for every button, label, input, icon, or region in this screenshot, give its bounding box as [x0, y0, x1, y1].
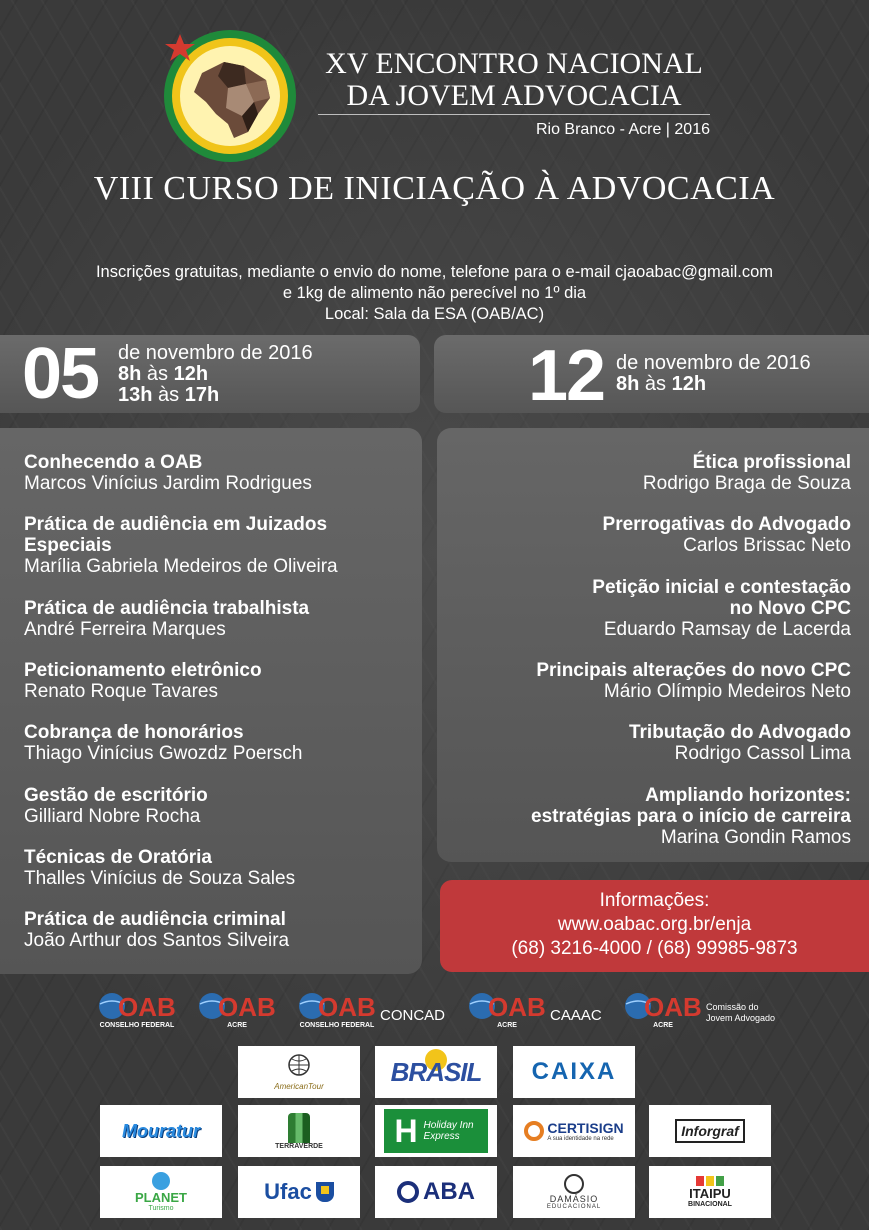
session-item: [441, 577, 851, 640]
oab-globe-icon: [98, 992, 176, 1020]
oab-caption: ACRE: [227, 1022, 247, 1029]
session-item: [441, 785, 851, 848]
aba-logo: ABA: [375, 1166, 497, 1218]
ufac-logo: Ufac: [238, 1166, 360, 1218]
day2-number: 12: [528, 336, 605, 416]
session-speaker: João Arthur dos Santos Silveira: [24, 930, 290, 951]
tree-icon: [288, 1113, 310, 1143]
day1-time2: 13h às 17h: [118, 384, 220, 406]
session-title: Prática de audiência criminal: [24, 909, 286, 930]
oab-caption: CONSELHO FEDERAL: [99, 1022, 175, 1029]
oab-globe-icon: [198, 992, 276, 1020]
day1-date: de novembro de 2016: [118, 342, 313, 364]
session-item: [441, 660, 851, 702]
event-title-line1: XV ENCONTRO NACIONAL: [325, 47, 703, 80]
session-speaker: Thiago Vinícius Gwozdz Poersch: [24, 743, 303, 764]
session-item: [441, 452, 851, 494]
session-item: [24, 452, 416, 494]
session-speaker: Mário Olímpio Medeiros Neto: [603, 681, 851, 702]
day2-date: de novembro de 2016: [616, 352, 811, 374]
caixa-logo: CAIXA: [513, 1046, 635, 1098]
session-item: [441, 514, 851, 556]
holiday-inn-h-icon: H: [394, 1113, 418, 1149]
oab-federal-logo: [98, 992, 178, 1036]
oab-jovem-advogado-logo: [624, 992, 784, 1036]
session-item: [24, 909, 416, 951]
session-item: [24, 514, 416, 577]
event-title: [318, 48, 710, 112]
session-speaker: Rodrigo Braga de Souza: [642, 473, 851, 494]
session-title: Cobrança de honorários: [24, 722, 244, 743]
ufac-shield-icon: [316, 1182, 334, 1202]
aba-ring-icon: [397, 1181, 419, 1203]
session-item: [24, 722, 416, 764]
session-title: Técnicas de Oratória: [24, 847, 212, 868]
svg-text:OAB: OAB: [644, 992, 702, 1020]
day1-sessions-panel: [0, 428, 422, 974]
mouratur-logo: Mouratur: [100, 1105, 222, 1157]
inforgraf-logo: Inforgraf: [649, 1105, 771, 1157]
planet-globe-icon: [152, 1172, 170, 1190]
day1-schedule: [118, 343, 313, 406]
americantour-logo: AmericanTour: [238, 1046, 360, 1098]
oab-caption: ACRE: [653, 1022, 673, 1029]
oab-globe-icon: [468, 992, 546, 1020]
registration-line2: e 1kg de alimento não perecível no 1º dia: [282, 284, 587, 302]
day1-time1: 8h às 12h: [118, 363, 209, 385]
day2-schedule: [616, 353, 811, 395]
caaac-label: CAAAC: [550, 1007, 602, 1024]
event-subtitle: Rio Branco - Acre | 2016: [535, 121, 710, 138]
globe-icon: [287, 1053, 311, 1077]
session-title: Prerrogativas do Advogado: [602, 514, 851, 535]
session-speaker: Gilliard Nobre Rocha: [24, 806, 201, 827]
svg-text:OAB: OAB: [488, 992, 546, 1020]
session-title: Gestão de escritório: [24, 785, 208, 806]
jovem-advogado-label: Comissão do Jovem Advogado: [706, 1002, 776, 1023]
event-title-line2: DA JOVEM ADVOCACIA: [346, 79, 682, 112]
day2-time1: 8h às 12h: [616, 373, 707, 395]
planet-turismo-logo: PLANET Turismo: [100, 1166, 222, 1218]
svg-text:OAB: OAB: [318, 992, 376, 1020]
certisign-flower-icon: [524, 1121, 544, 1141]
oab-acre-logo: [198, 992, 278, 1036]
oab-caaac-logo: [468, 992, 618, 1036]
registration-location: Local: Sala da ESA (OAB/AC): [324, 305, 545, 323]
session-title: Principais alterações do novo CPC: [536, 660, 851, 681]
oab-globe-icon: [298, 992, 376, 1020]
oab-globe-icon: [624, 992, 702, 1020]
itaipu-blocks-icon: [688, 1176, 732, 1186]
damasio-emblem-icon: [564, 1174, 584, 1194]
registration-line1: Inscrições gratuitas, mediante o envio do nome, telefone para o e-mail cjaoabac@gmail.com: [95, 263, 774, 281]
contact-phones: (68) 3216-4000 / (68) 99985-9873: [511, 938, 798, 959]
course-title: VIII CURSO DE INICIAÇÃO À ADVOCACIA: [93, 170, 776, 207]
session-speaker: Rodrigo Cassol Lima: [674, 743, 851, 764]
session-speaker: Renato Roque Tavares: [24, 681, 218, 702]
certisign-logo: CERTISIGN A sua identidade na rede: [513, 1105, 635, 1157]
day1-date-box: [0, 335, 420, 413]
contact-box: [440, 880, 869, 972]
session-title-line2: no Novo CPC: [729, 598, 851, 619]
oab-caption: CONSELHO FEDERAL: [299, 1022, 375, 1029]
session-item: [24, 847, 416, 889]
session-title: Conhecendo a OAB: [24, 452, 203, 473]
damasio-logo: DAMÁSIO EDUCACIONAL: [513, 1166, 635, 1218]
terraverde-logo: TERRAVERDE: [238, 1105, 360, 1157]
session-item: [24, 598, 416, 640]
session-speaker: Marina Gondin Ramos: [660, 827, 851, 848]
session-speaker: André Ferreira Marques: [24, 619, 226, 640]
session-speaker: Marília Gabriela Medeiros de Oliveira: [24, 556, 338, 577]
session-speaker: Carlos Brissac Neto: [683, 535, 851, 556]
registration-info: [0, 262, 869, 325]
day2-date-box: [434, 335, 869, 416]
contact-heading: Informações:: [599, 890, 710, 911]
session-title-line2: estratégias para o início de carreira: [531, 806, 851, 827]
session-title: Prática de audiência em Juizados Especiais: [24, 514, 328, 556]
session-item: [441, 722, 851, 764]
session-item: [24, 785, 416, 827]
session-title: Peticionamento eletrônico: [24, 660, 262, 681]
session-title: Tributação do Advogado: [628, 722, 851, 743]
holiday-inn-express-logo: H Holiday Inn Express: [375, 1105, 497, 1157]
session-title-line1: Ampliando horizontes:: [645, 785, 851, 806]
session-item: [24, 660, 416, 702]
oab-concad-logo: [298, 992, 458, 1036]
session-title: Ética profissional: [692, 452, 851, 473]
day1-number: 05: [22, 334, 99, 414]
session-speaker: Marcos Vinícius Jardim Rodrigues: [24, 473, 312, 494]
itaipu-logo: ITAIPU BINACIONAL: [649, 1166, 771, 1218]
svg-text:OAB: OAB: [218, 992, 276, 1020]
concad-label: CONCAD: [380, 1007, 446, 1024]
contact-website-link[interactable]: www.oabac.org.br/enja: [557, 914, 752, 935]
svg-text:OAB: OAB: [118, 992, 176, 1020]
session-title-line1: Petição inicial e contestação: [592, 577, 851, 598]
event-logo: [162, 28, 298, 164]
brasil-gov-logo: BRASIL: [375, 1046, 497, 1098]
session-speaker: Thalles Vinícius de Souza Sales: [24, 868, 296, 889]
title-divider: [318, 114, 710, 115]
day2-sessions-panel: [437, 428, 869, 862]
session-speaker: Eduardo Ramsay de Lacerda: [603, 619, 851, 640]
session-title: Prática de audiência trabalhista: [24, 598, 310, 619]
oab-caption: ACRE: [497, 1022, 517, 1029]
